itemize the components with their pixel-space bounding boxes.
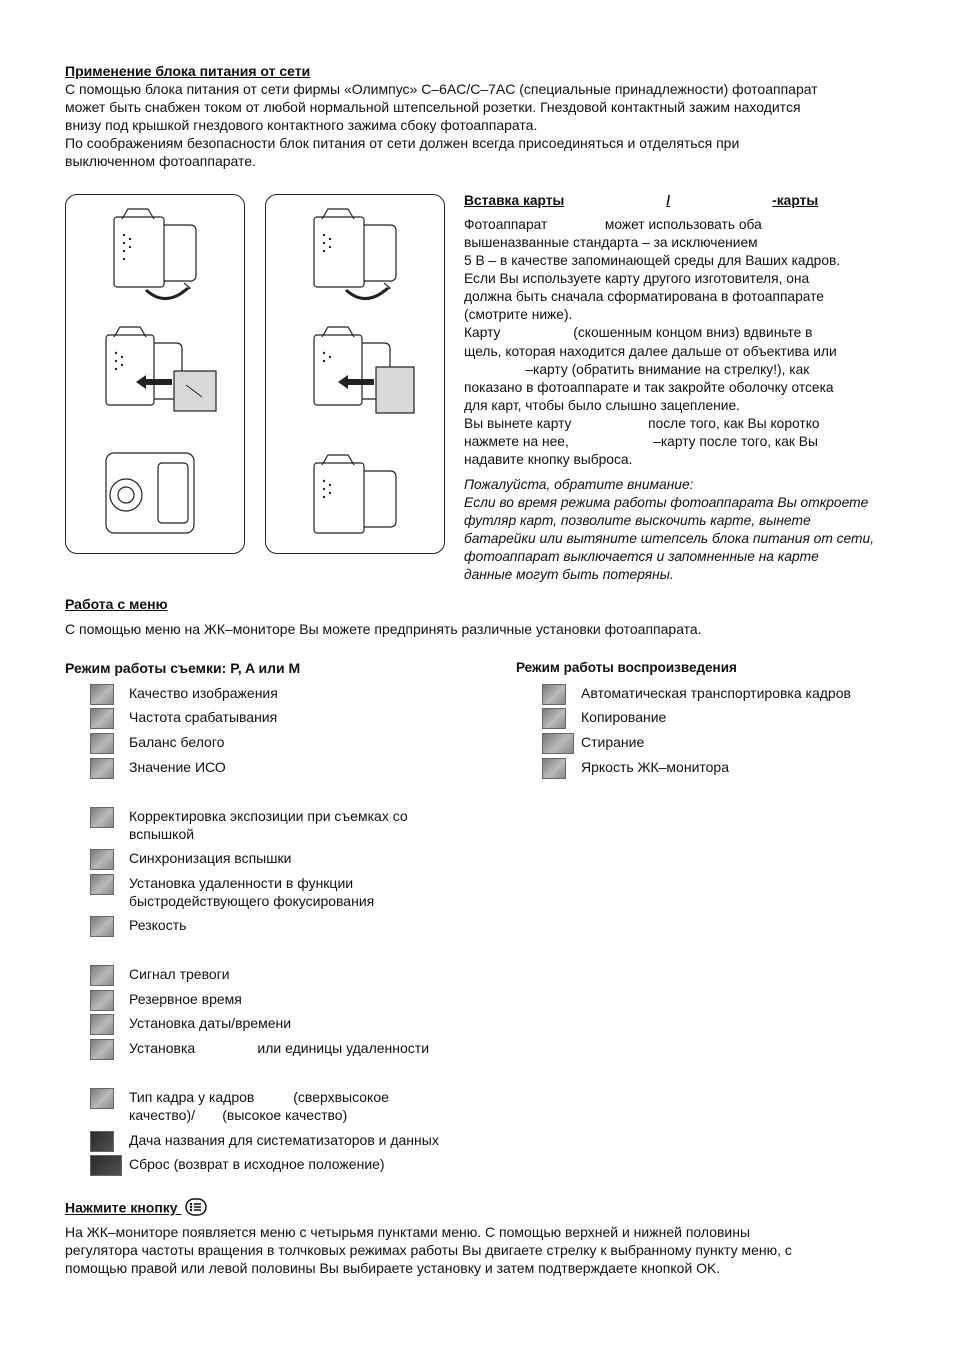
- focus-distance-icon: [90, 874, 114, 895]
- menu-item: Качество изображения: [129, 685, 278, 701]
- monitor-brightness-icon: [542, 758, 566, 779]
- menu-item: Установка даты/времени: [129, 1015, 292, 1031]
- power-text-line: По соображениям безопасности блок питания от сети должен всегда присоединяться и отделяться при: [65, 135, 740, 151]
- menu-item: Яркость ЖК–монитора: [581, 759, 730, 775]
- flash-exposure-icon: [90, 807, 114, 828]
- menu-button-icon: [185, 1198, 207, 1220]
- menu-item: Резервное время: [129, 991, 242, 1007]
- card-text-line: для карт, чтобы было слышно зацепление.: [464, 398, 740, 413]
- shooting-mode-title: Режим работы съемки: P, A или M: [65, 660, 301, 676]
- menu-item: Стирание: [581, 734, 645, 750]
- menu-intro: С помощью меню на ЖК–мониторе Вы можете предпринять различные установки фотоаппарата.: [65, 621, 702, 637]
- card-heading-right: -карты: [772, 193, 819, 208]
- card-heading: [464, 192, 818, 210]
- card-heading-left: Вставка карты: [464, 193, 565, 208]
- power-heading: Применение блока питания от сети: [65, 63, 311, 79]
- press-heading: [65, 1198, 207, 1220]
- copy-icon: [542, 708, 566, 729]
- playback-mode-title: Режим работы воспроизведения: [516, 660, 737, 675]
- standby-time-icon: [90, 990, 114, 1011]
- power-text-line: выключенном фотоаппарате.: [65, 153, 256, 169]
- card-text-line: (смотрите ниже).: [464, 307, 573, 322]
- note-line: футляр карт, позволите выскочить карте, вынете: [464, 513, 811, 528]
- note-line: данные могут быть потеряны.: [464, 567, 674, 582]
- press-text-line: регулятора частоты вращения в толчковых режимах работы Вы двигаете стрелку к выбранному пункту меню, с: [65, 1242, 792, 1258]
- white-balance-icon: [90, 733, 114, 754]
- power-text-line: С помощью блока питания от сети фирмы «Олимпус» C–6AC/C–7AC (специальные принадлежности) фотоаппарат: [65, 81, 818, 97]
- menu-item: Установка или единицы удаленности: [129, 1040, 430, 1056]
- menu-item-cont: качество)/ (высокое качество): [129, 1107, 348, 1123]
- iso-icon: [90, 758, 114, 779]
- card-text-line: показано в фотоаппарате и так закройте оболочку отсека: [464, 380, 834, 395]
- card-text-line: Фотоаппарат может использовать оба: [464, 217, 762, 232]
- menu-item-cont: быстродействующего фокусирования: [129, 893, 375, 909]
- card-text-line: Карту (скошенным концом вниз) вдвиньте в: [464, 325, 813, 340]
- menu-item: Копирование: [581, 709, 667, 725]
- menu-item: Корректировка экспозиции при съемках со: [129, 808, 408, 824]
- menu-item-cont: вспышкой: [129, 826, 195, 842]
- menu-item: Значение ИСО: [129, 759, 226, 775]
- menu-item: Сброс (возврат в исходное положение): [129, 1156, 385, 1172]
- card-text-line: должна быть сначала сформатирована в фотоаппарате: [464, 289, 824, 304]
- power-text-line: может быть снабжен током от любой нормальной штепсельной розетки. Гнездовой контактный зажим находится: [65, 99, 801, 115]
- auto-advance-icon: [542, 684, 566, 705]
- note-line: Если во время режима работы фотоаппарата Вы откроете: [464, 495, 869, 510]
- erase-icon: [542, 733, 574, 754]
- menu-item: Синхронизация вспышки: [129, 850, 292, 866]
- camera-card-slot-illustration: [266, 195, 444, 553]
- card-heading-slash: /: [666, 193, 671, 208]
- image-quality-icon: [90, 684, 114, 705]
- camera-card-slot-illustration: [66, 195, 244, 553]
- card-text-line: нажмете на нее, –карту после того, как Вы: [464, 434, 818, 449]
- menu-item: Частота срабатывания: [129, 709, 278, 725]
- card-text-line: –карту (обратить внимание на стрелку!), как: [464, 362, 810, 377]
- card-text-line: 5 В – в качестве запоминающей среды для Ваших кадров.: [464, 253, 841, 268]
- card-text-line: Вы вынете карту после того, как Вы коротко: [464, 416, 820, 431]
- note-line: фотоаппарат выключается и запомненные на карте: [464, 549, 819, 564]
- menu-item: Тип кадра у кадров (сверхвысокое: [129, 1089, 389, 1105]
- menu-item: Резкость: [129, 917, 187, 933]
- alarm-icon: [90, 965, 114, 986]
- illustration-panel-smartmedia: [65, 194, 245, 554]
- illustration-panel-compactflash: [265, 194, 445, 554]
- press-text-line: На ЖК–мониторе появляется меню с четырьмя пунктами меню. С помощью верхней и нижней половины: [65, 1224, 751, 1240]
- power-text-line: внизу под крышкой гнездового контактного зажима сбоку фотоаппарата.: [65, 117, 538, 133]
- drive-rate-icon: [90, 708, 114, 729]
- card-text-line: Если Вы используете карту другого изготовителя, она: [464, 271, 810, 286]
- frame-type-icon: [90, 1088, 114, 1109]
- flash-sync-icon: [90, 849, 114, 870]
- menu-item: Баланс белого: [129, 734, 225, 750]
- reset-icon: [90, 1155, 122, 1176]
- card-text-line: вышеназванные стандарта – за исключением: [464, 235, 758, 250]
- note-line: батарейки или вытяните штепсель блока питания от сети,: [464, 531, 875, 546]
- menu-heading: Работа с меню: [65, 596, 168, 612]
- menu-item: Сигнал тревоги: [129, 966, 230, 982]
- press-heading-text: Нажмите кнопку: [65, 1199, 178, 1216]
- card-text-line: щель, которая находится далее дальше от объектива или: [464, 344, 837, 359]
- sharpness-icon: [90, 916, 114, 937]
- units-icon: [90, 1039, 114, 1060]
- menu-item: Установка удаленности в функции: [129, 875, 354, 891]
- card-text-line: надавите кнопку выброса.: [464, 452, 633, 467]
- note-title: Пожалуйста, обратите внимание:: [464, 477, 694, 492]
- date-time-icon: [90, 1014, 114, 1035]
- file-naming-icon: [90, 1131, 114, 1152]
- menu-item: Автоматическая транспортировка кадров: [581, 685, 851, 701]
- menu-item: Дача названия для систематизаторов и данных: [129, 1132, 439, 1148]
- press-text-line: помощью правой или левой половины Вы выбираете установку и затем подтверждаете кнопкой OK.: [65, 1260, 721, 1276]
